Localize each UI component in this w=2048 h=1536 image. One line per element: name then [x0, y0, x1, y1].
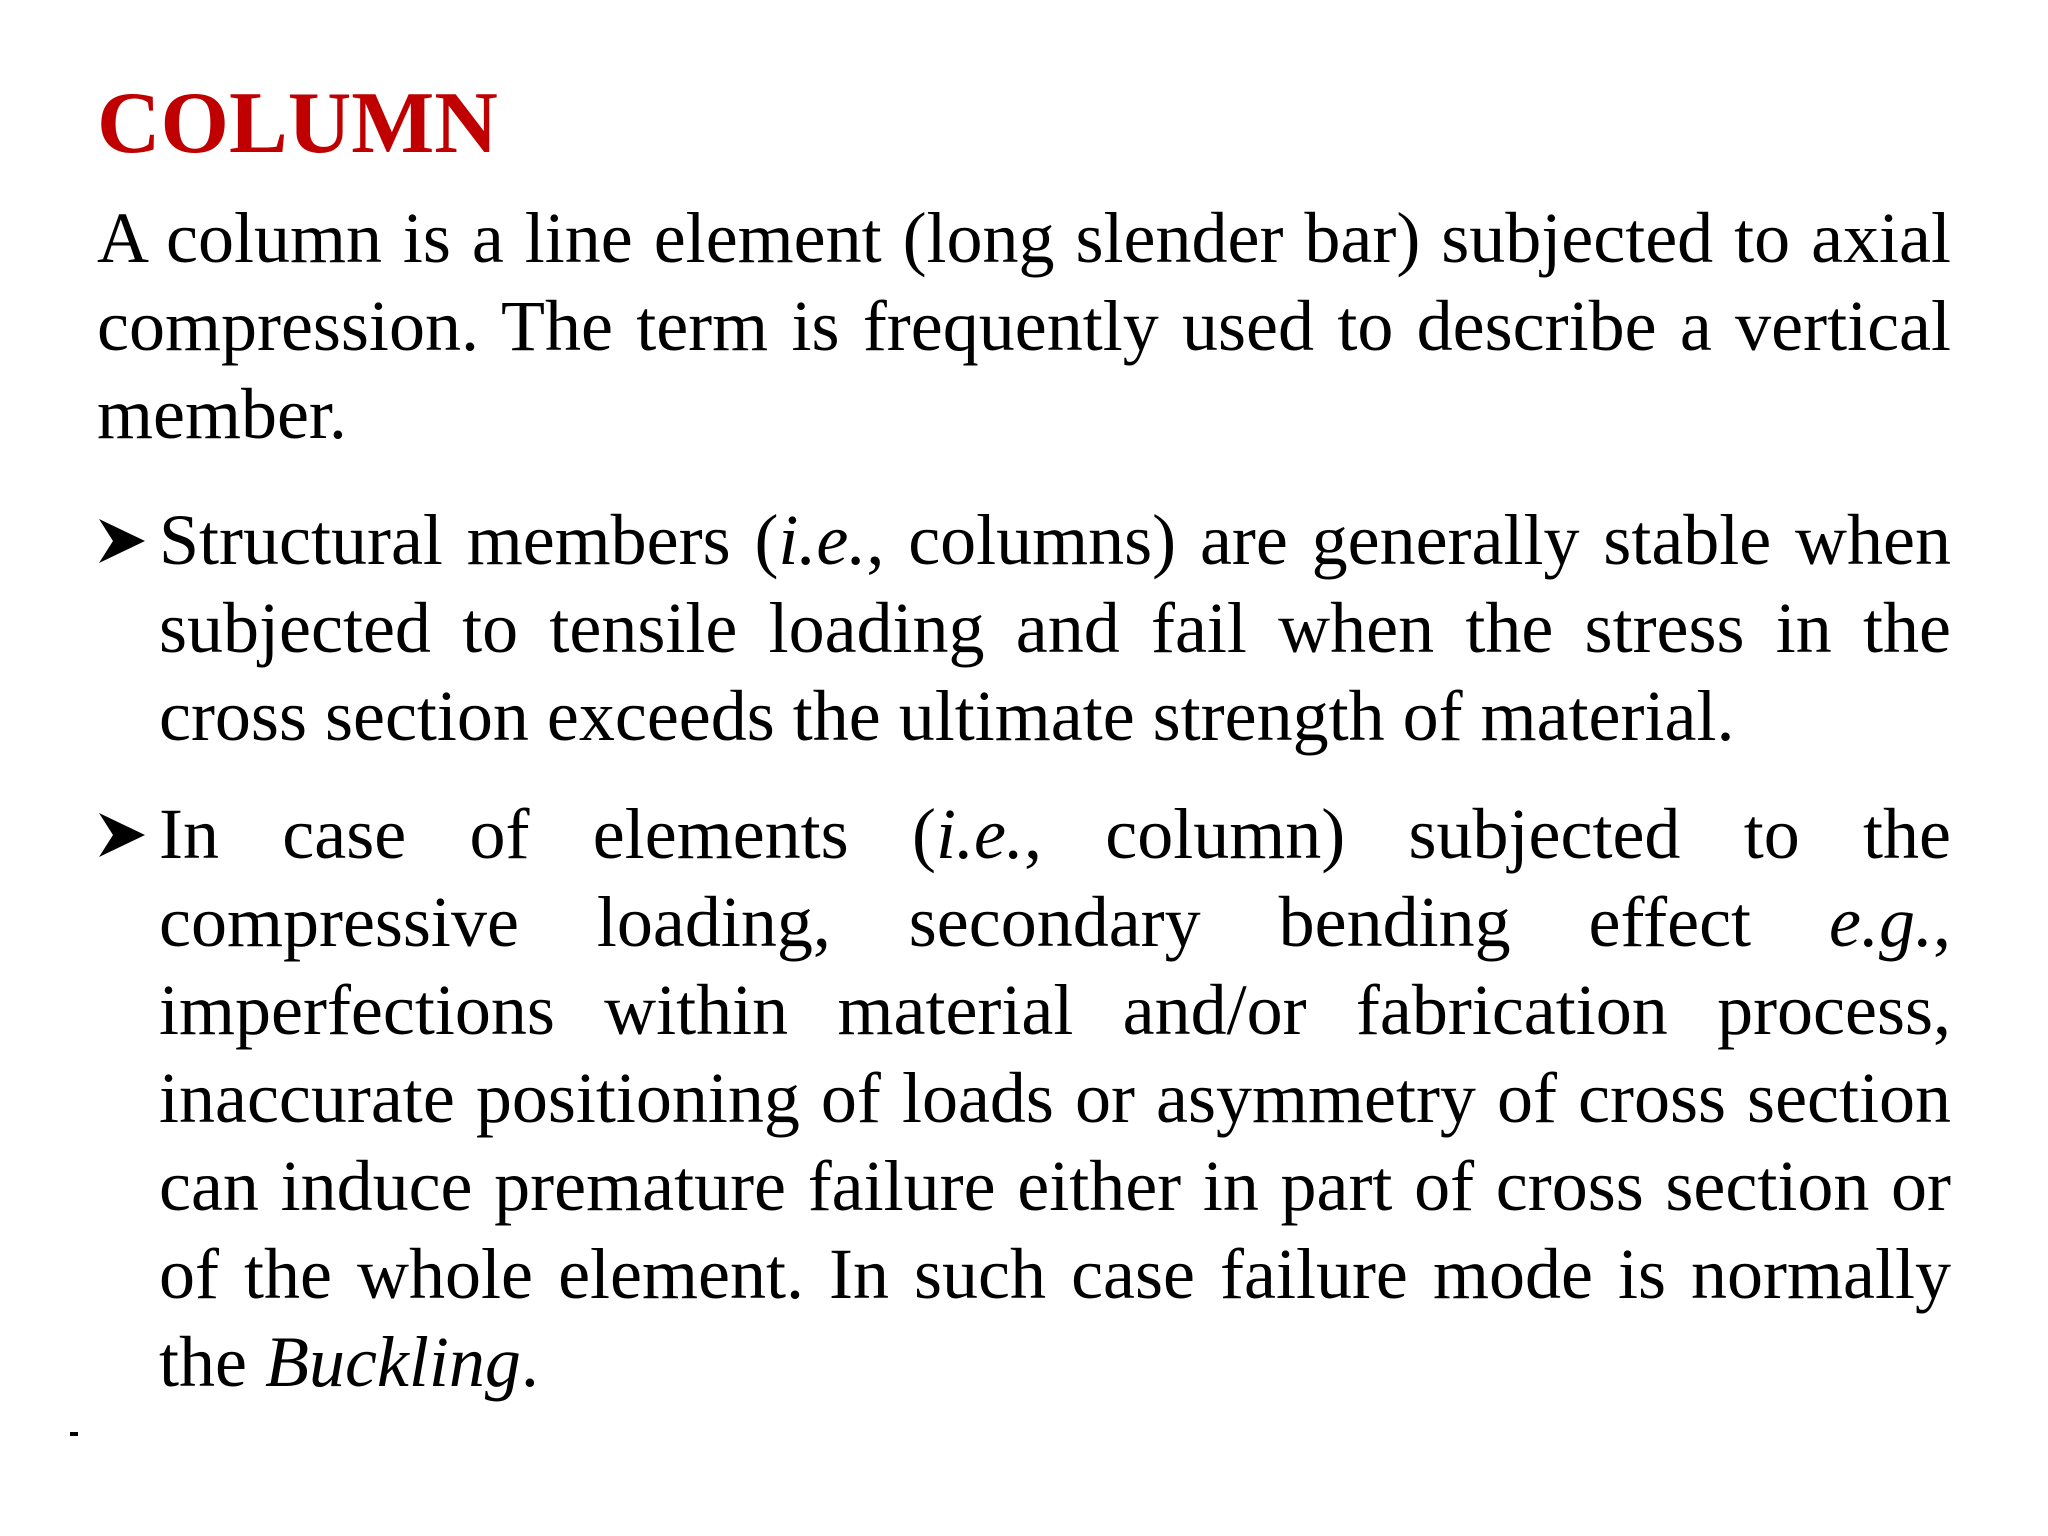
- bullet-text-ie: i.e.: [778, 500, 867, 580]
- bullet-text-post: , imperfections within material and/or fabrication process, inaccurate positioning of loads or asymmetry of cross section can induce premature failure either in part of cross section or of the whole element. In such case failure mode is normally the: [159, 882, 1951, 1402]
- arrow-bullet-icon: [97, 811, 147, 859]
- slide-content: [97, 75, 1951, 1436]
- bullet-item-tensile: [97, 496, 1951, 760]
- bullet-text-buckling: Buckling: [264, 1322, 521, 1402]
- stray-mark: [70, 1432, 78, 1436]
- bullet-text-pre: In case of elements (: [159, 794, 936, 874]
- bullet-text-eg: e.g.: [1829, 882, 1933, 962]
- bullet-item-compressive: [97, 790, 1951, 1406]
- bullet-text-mid: , column) subjected to the compressive loading, secondary bending effect: [159, 794, 1951, 962]
- slide-title: COLUMN: [97, 75, 498, 172]
- bullet-text-post: , columns) are generally stable when subjected to tensile loading and fail when the stress in the cross section exceeds the ultimate strength of material.: [159, 500, 1951, 756]
- intro-paragraph: A column is a line element (long slender bar) subjected to axial compression. The term is frequently used to describe a vertical member.: [97, 198, 1951, 454]
- bullet-text-pre: Structural members (: [159, 500, 779, 580]
- bullet-text-end: .: [520, 1322, 539, 1402]
- bullet-text-ie: i.e.: [935, 794, 1024, 874]
- arrow-bullet-icon: [97, 517, 147, 565]
- bullet-list: [97, 496, 1951, 1406]
